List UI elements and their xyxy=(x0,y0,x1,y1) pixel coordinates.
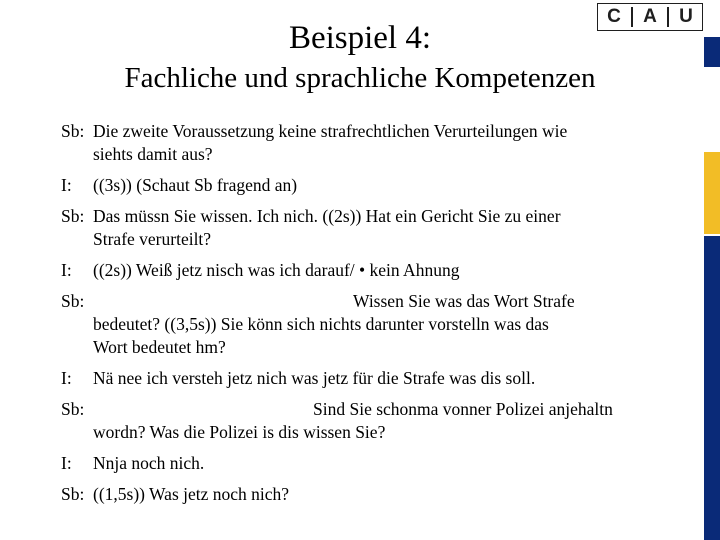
logo-letter-u: U xyxy=(679,6,693,27)
speaker-label: Sb: xyxy=(61,399,85,419)
utterance-line: Nnja noch nich. xyxy=(93,453,205,473)
utterance-line: Das müssn Sie wissen. Ich nich. ((2s)) Hat ein Gericht Sie zu einer xyxy=(93,206,561,226)
utterance-line: bedeutet? ((3,5s)) Sie könn sich nichts darunter vorstelln was das xyxy=(93,314,549,334)
slide-title: Beispiel 4: xyxy=(288,20,432,56)
speaker-label: Sb: xyxy=(61,121,85,141)
utterance-line: siehts damit aus? xyxy=(93,144,213,164)
speaker-label: I: xyxy=(61,260,72,280)
logo-separator xyxy=(631,7,633,27)
utterance-line: wordn? Was die Polizei is dis wissen Sie? xyxy=(93,422,386,442)
speaker-label: Sb: xyxy=(61,206,85,226)
utterance-line: Sind Sie schonma vonner Polizei anjehaltn xyxy=(313,399,613,419)
transcript-turn xyxy=(61,367,661,390)
transcript-turn xyxy=(61,398,661,444)
transcript-turn xyxy=(61,290,661,359)
transcript-turn xyxy=(61,205,661,251)
brand-bar-blue xyxy=(704,236,720,540)
utterance-line: Wort bedeutet hm? xyxy=(93,337,226,357)
utterance-line: Wissen Sie was das Wort Strafe xyxy=(353,291,575,311)
utterance-line: ((1,5s)) Was jetz noch nich? xyxy=(93,484,290,504)
utterance-line: Strafe verurteilt? xyxy=(93,229,212,249)
utterance-line: ((2s)) Weiß jetz nisch was ich darauf/ • kein Ahnung xyxy=(93,260,460,280)
brand-bar-blue-top xyxy=(704,37,720,67)
transcript-turn xyxy=(61,259,661,282)
utterance-line: Nä nee ich versteh jetz nich was jetz für die Strafe was dis soll. xyxy=(93,368,536,388)
cau-logo xyxy=(597,3,703,31)
transcript-turn xyxy=(61,452,661,475)
slide-subtitle: Fachliche und sprachliche Kompetenzen xyxy=(124,62,596,94)
transcript xyxy=(61,120,661,506)
utterance-line: Die zweite Voraussetzung keine strafrechtlichen Verurteilungen wie xyxy=(93,121,568,141)
speaker-label: I: xyxy=(61,453,72,473)
brand-bar-gold xyxy=(704,152,720,234)
transcript-turn xyxy=(61,120,661,166)
speaker-label: Sb: xyxy=(61,291,85,311)
speaker-label: I: xyxy=(61,175,72,195)
logo-letter-c: C xyxy=(607,6,621,27)
logo-letter-a: A xyxy=(643,6,657,27)
logo-separator xyxy=(667,7,669,27)
speaker-label: I: xyxy=(61,368,72,388)
speaker-label: Sb: xyxy=(61,484,85,504)
transcript-turn xyxy=(61,483,661,506)
utterance-line: ((3s)) (Schaut Sb fragend an) xyxy=(93,175,298,195)
transcript-turn xyxy=(61,174,661,197)
